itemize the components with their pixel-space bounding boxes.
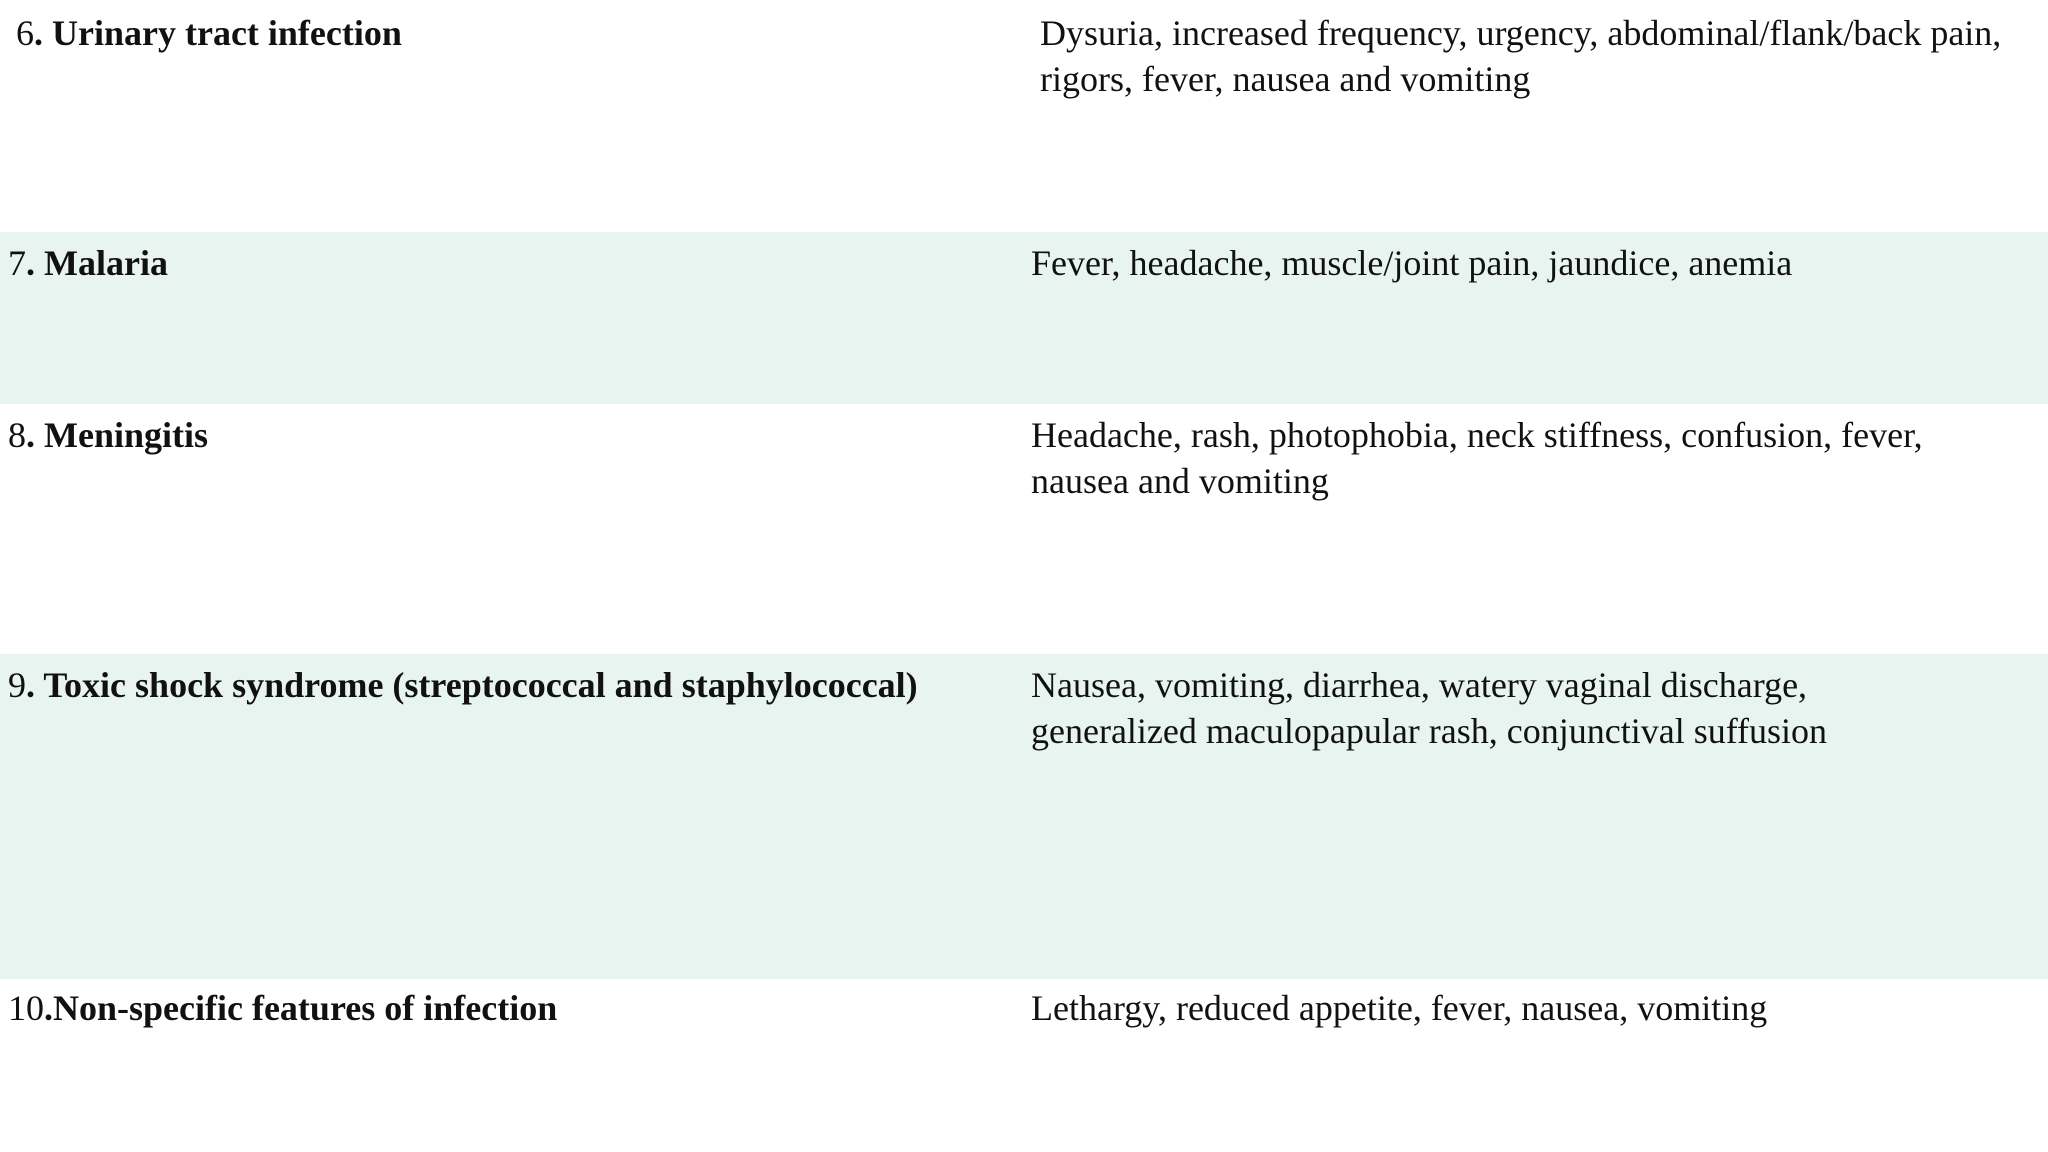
condition-name bbox=[8, 412, 1008, 458]
condition-symptoms: Lethargy, reduced appetite, fever, nausea, vomiting bbox=[1031, 988, 1768, 1028]
condition-symptoms: Headache, rash, photophobia, neck stiffness, confusion, fever, nausea and vomiting bbox=[1031, 415, 1923, 501]
condition-title: . Urinary tract infection bbox=[34, 13, 402, 53]
table-row bbox=[0, 0, 2048, 232]
condition-title: . Meningitis bbox=[26, 415, 209, 455]
condition-name bbox=[8, 240, 1008, 286]
condition-name bbox=[8, 985, 1008, 1031]
condition-title: . Malaria bbox=[26, 243, 168, 283]
condition-name bbox=[16, 10, 1016, 56]
condition-name bbox=[8, 662, 1008, 708]
table-row bbox=[0, 654, 2048, 979]
table-row bbox=[0, 404, 2048, 654]
condition-number: 8 bbox=[8, 415, 26, 455]
table-row bbox=[0, 232, 2048, 404]
condition-symptoms: Nausea, vomiting, diarrhea, watery vaginal discharge, generalized maculopapular rash, conjunctival suffusion bbox=[1031, 665, 1828, 751]
condition-title: .Non-specific features of infection bbox=[44, 988, 558, 1028]
condition-number: 9 bbox=[8, 665, 26, 705]
condition-number: 7 bbox=[8, 243, 26, 283]
table-row bbox=[0, 979, 2048, 1152]
condition-number: 6 bbox=[16, 13, 34, 53]
condition-symptoms: Dysuria, increased frequency, urgency, abdominal/flank/back pain, rigors, fever, nausea and vomiting bbox=[1040, 13, 2002, 99]
condition-number: 10 bbox=[8, 988, 44, 1028]
condition-symptoms: Fever, headache, muscle/joint pain, jaundice, anemia bbox=[1031, 243, 1793, 283]
condition-title: . Toxic shock syndrome (streptococcal and staphylococcal) bbox=[26, 665, 918, 705]
